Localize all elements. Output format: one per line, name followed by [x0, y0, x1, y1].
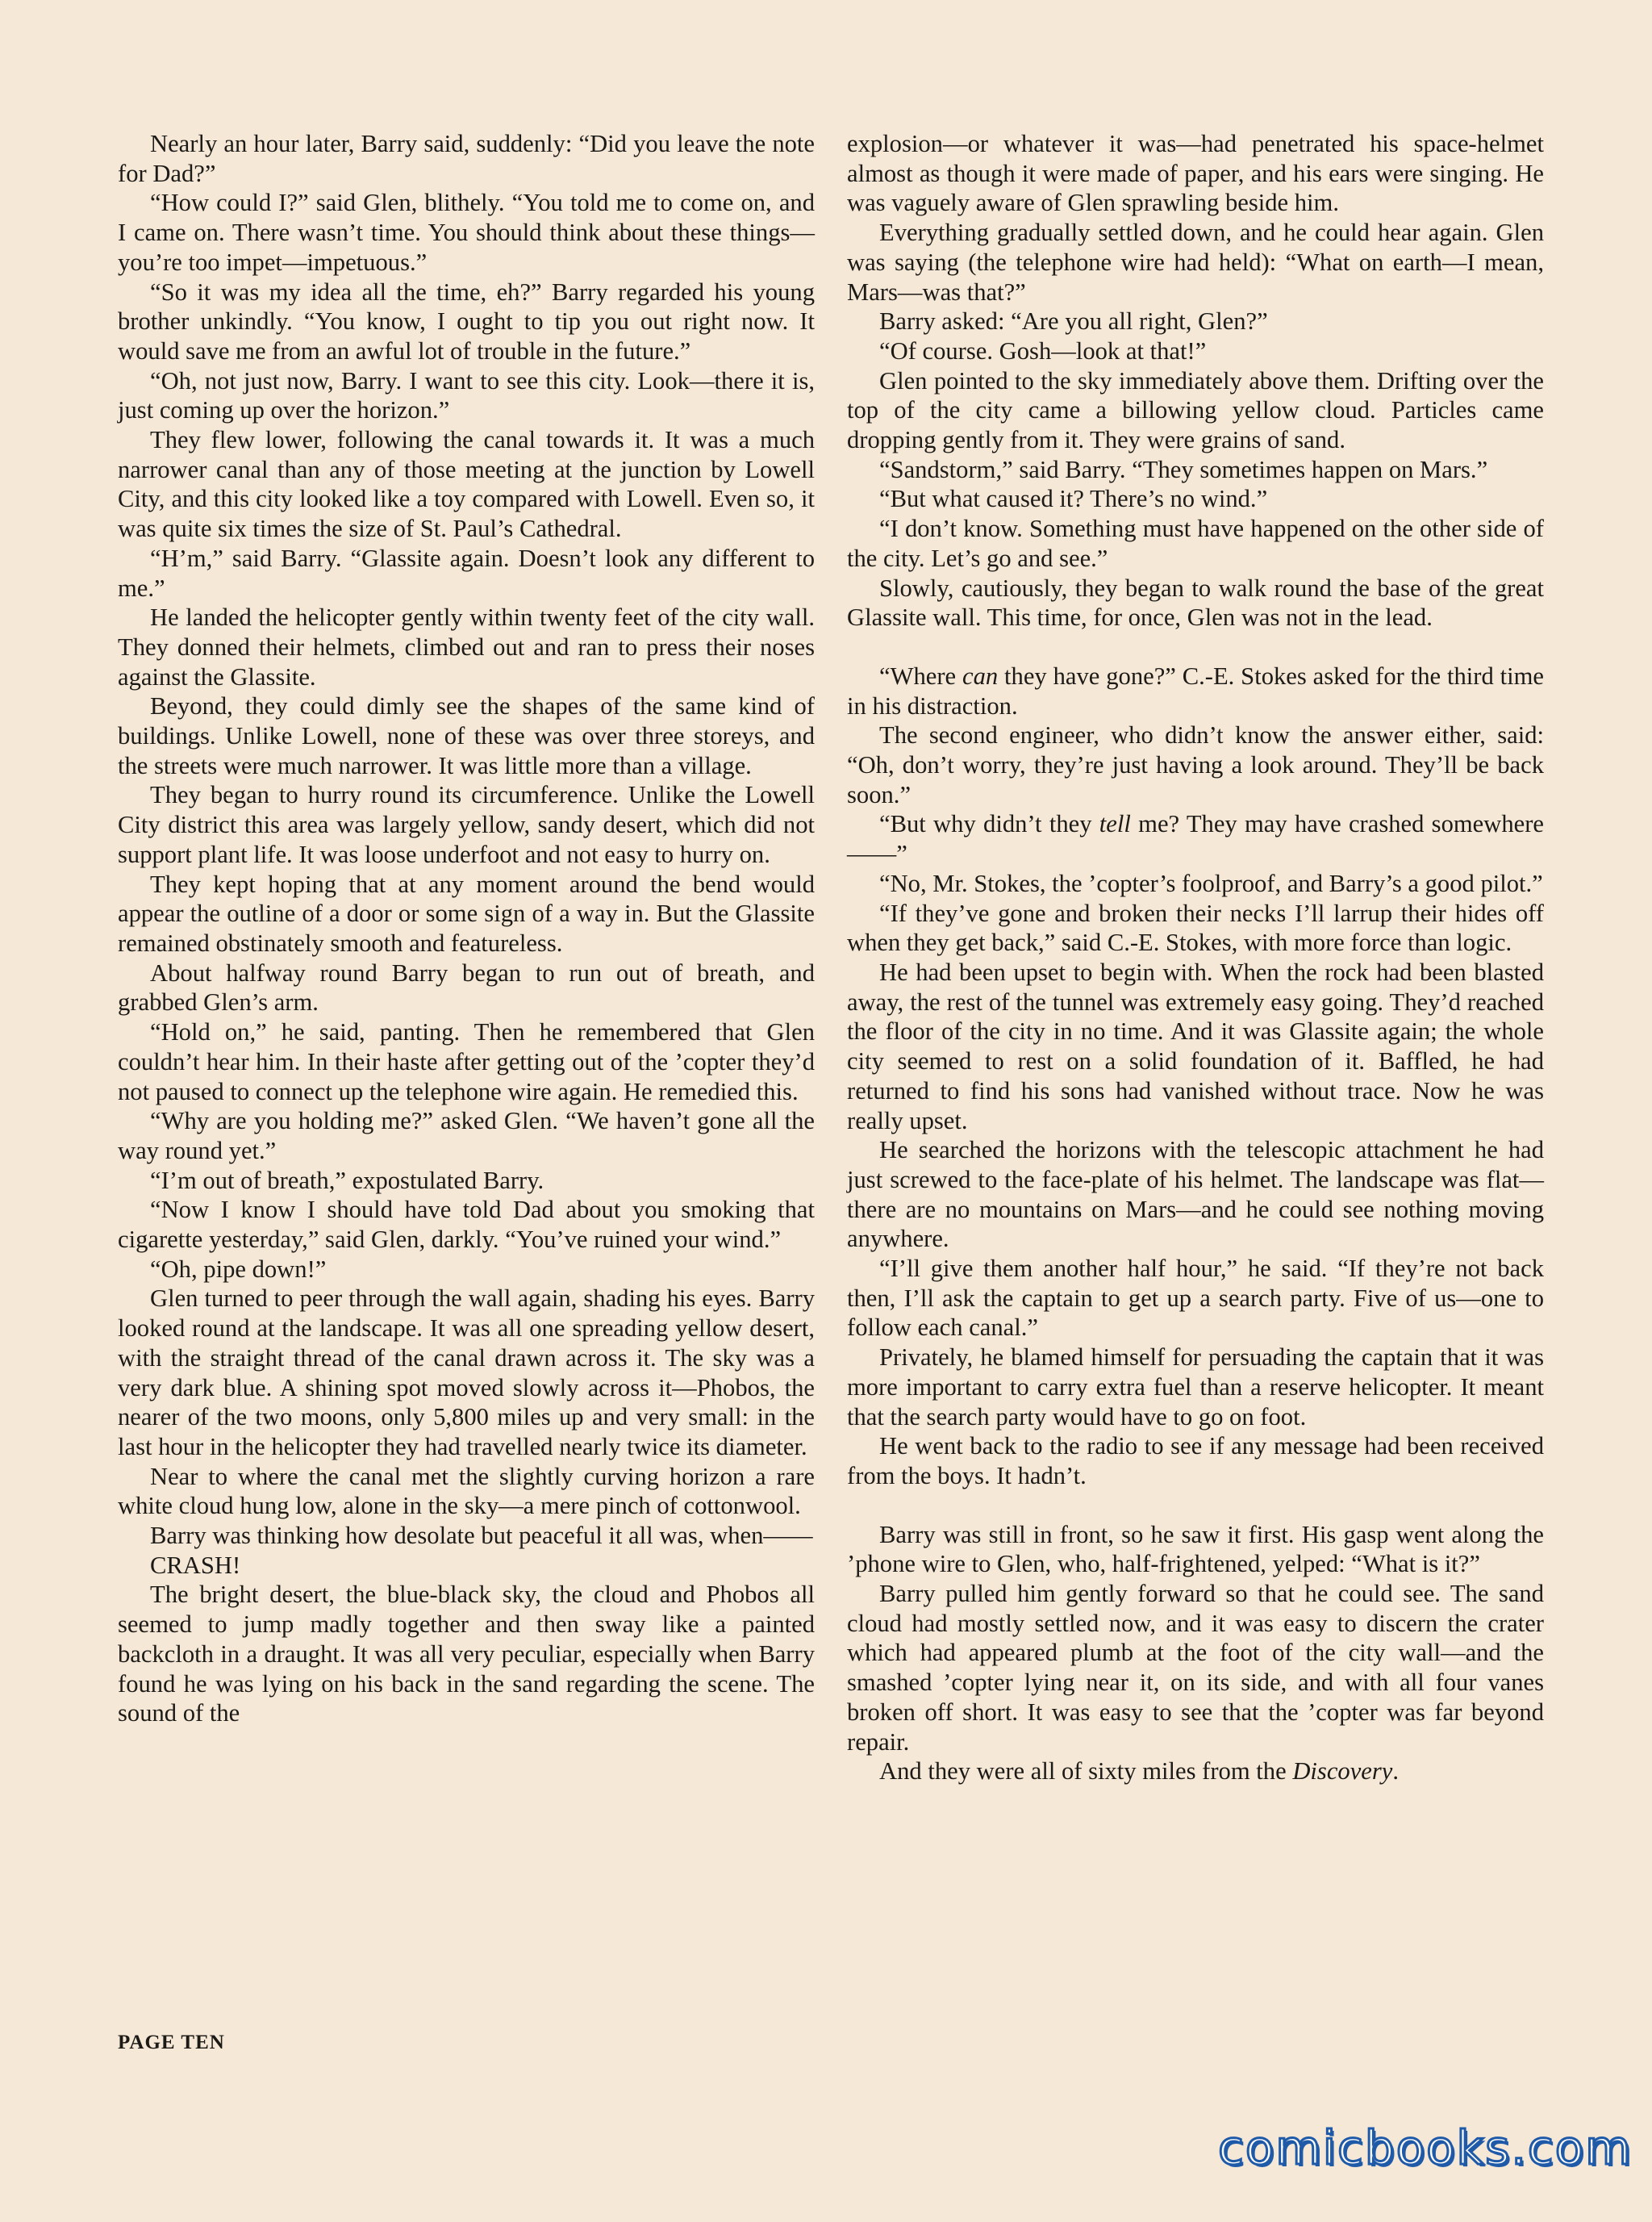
paragraph	[847, 662, 1544, 720]
paragraph: “I don’t know. Something must have happened on the other side of the city. Let’s go and see.”	[847, 515, 1544, 572]
italic-text: can	[962, 662, 999, 690]
paragraph: “Sandstorm,” said Barry. “They sometimes happen on Mars.”	[879, 455, 1488, 483]
text-run: “Where	[879, 662, 962, 690]
section-break	[847, 633, 1544, 662]
paragraph: “No, Mr. Stokes, the ’copter’s foolproof, and Barry’s a good pilot.”	[879, 869, 1543, 897]
paragraph: Slowly, cautiously, they began to walk round the base of the great Glassite wall. This time, for once, Glen was not in the lead.	[847, 574, 1544, 632]
paragraph: CRASH!	[150, 1551, 241, 1579]
paragraph: About halfway round Barry began to run out of breath, and grabbed Glen’s arm.	[118, 959, 815, 1017]
text-run: “But why didn’t they	[879, 810, 1099, 838]
text-run: And they were all of sixty miles from the	[879, 1757, 1293, 1786]
paragraph: He went back to the radio to see if any message had been received from the boys. It hadn’t.	[847, 1432, 1544, 1489]
right-text-column	[847, 129, 1544, 1786]
paragraph: They began to hurry round its circumference. Unlike the Lowell City district this area was largely yellow, sandy desert, which did not support plant life. It was loose underfoot and not easy to hurry on.	[118, 781, 815, 868]
paragraph	[847, 809, 1544, 868]
paragraph: He landed the helicopter gently within twenty feet of the city wall. They donned their helmets, climbed out and ran to press their noses against the Glassite.	[118, 604, 815, 691]
paragraph: “I’m out of breath,” expostulated Barry.	[150, 1166, 544, 1194]
paragraph: Glen pointed to the sky immediately above them. Drifting over the top of the city came a billowing yellow cloud. Particles came dropping gently from it. They were grains of sand.	[847, 366, 1544, 454]
paragraph: Barry asked: “Are you all right, Glen?”	[879, 307, 1268, 336]
paragraph: The bright desert, the blue-black sky, the cloud and Phobos all seemed to jump madly together and then sway like a painted backcloth in a draught. It was all very peculiar, especially when Barry found he was lying on his back in the sand regarding the scene. The sound of the	[118, 1581, 815, 1727]
left-text-column	[118, 129, 815, 1728]
paragraph: “Why are you holding me?” asked Glen. “We haven’t gone all the way round yet.”	[118, 1107, 815, 1164]
paragraph: “Oh, pipe down!”	[150, 1255, 327, 1283]
section-break	[847, 1491, 1544, 1520]
paragraph: Nearly an hour later, Barry said, suddenly: “Did you leave the note for Dad?”	[118, 130, 815, 187]
text-run: .	[1392, 1757, 1400, 1786]
paragraph: “H’m,” said Barry. “Glassite again. Doesn’t look any different to me.”	[118, 544, 815, 602]
paragraph: Glen turned to peer through the wall again, shading his eyes. Barry looked round at the landscape. It was all one spreading yellow desert, with the straight thread of the canal drawn across it. The sky was a very dark blue. A shining spot moved slowly across it—Phobos, the nearer of the two moons, only 5,800 miles up and very small: in the last hour in the helicopter they had travelled nearly twice its diameter.	[118, 1284, 815, 1460]
paragraph	[847, 1756, 1544, 1786]
paragraph: “How could I?” said Glen, blithely. “You told me to come on, and I came on. There wasn’t time. You should think about these things—you’re too impet—impetuous.”	[118, 189, 815, 276]
paragraph: Privately, he blamed himself for persuading the captain that it was more important to carry extra fuel than a reserve helicopter. It meant that the search party would have to go on foot.	[847, 1343, 1544, 1431]
paragraph: The second engineer, who didn’t know the answer either, said: “Oh, don’t worry, they’re just having a look around. They’ll be back soon.”	[847, 721, 1544, 808]
paragraph: He had been upset to begin with. When the rock had been blasted away, the rest of the tunnel was extremely easy going. They’d reached the floor of the city in no time. And it was Glassite again; the whole city seemed to rest on a solid foundation of it. Baffled, he had returned to find his sons had vanished without trace. Now he was really upset.	[847, 958, 1544, 1134]
paragraph: Everything gradually settled down, and he could hear again. Glen was saying (the telephone wire had held): “What on earth—I mean, Mars—was that?”	[847, 219, 1544, 306]
paragraph: Near to where the canal met the slightly curving horizon a rare white cloud hung low, alone in the sky—a mere pinch of cottonwool.	[118, 1462, 815, 1520]
paragraph: Beyond, they could dimly see the shapes of the same kind of buildings. Unlike Lowell, none of these was over three storeys, and the streets were much narrower. It was little more than a village.	[118, 692, 815, 779]
paragraph: Barry pulled him gently forward so that he could see. The sand cloud had mostly settled now, and it was easy to discern the crater which had appeared plumb at the foot of the city wall—and the smashed ’copter lying near it, on its side, and with all four vanes broken off short. It was easy to see that the ’copter was far beyond repair.	[847, 1580, 1544, 1756]
paragraph: They flew lower, following the canal towards it. It was a much narrower canal than any of those meeting at the junction by Lowell City, and this city looked like a toy compared with Lowell. Even so, it was quite six times the size of St. Paul’s Cathedral.	[118, 426, 815, 543]
paragraph: “I’ll give them another half hour,” he said. “If they’re not back then, I’ll ask the captain to get up a search party. Five of us—one to follow each canal.”	[847, 1255, 1544, 1342]
paragraph: “Now I know I should have told Dad about you smoking that cigarette yesterday,” said Glen, darkly. “You’ve ruined your wind.”	[118, 1196, 815, 1254]
paragraph: “So it was my idea all the time, eh?” Barry regarded his young brother unkindly. “You know, I ought to tip you out right now. It would save me from an awful lot of trouble in the future.”	[118, 278, 815, 365]
paragraph: “Of course. Gosh—look at that!”	[879, 336, 1207, 365]
paragraph: explosion—or whatever it was—had penetrated his space-helmet almost as though it were made of paper, and his ears were singing. He was vaguely aware of Glen sprawling beside him.	[847, 130, 1544, 217]
paragraph: Barry was thinking how desolate but peaceful it all was, when——	[150, 1522, 813, 1550]
paragraph: “If they’ve gone and broken their necks I’ll larrup their hides off when they get back,” said C.-E. Stokes, with more force than logic.	[847, 899, 1544, 957]
paragraph: “But what caused it? There’s no wind.”	[879, 485, 1268, 513]
text-run: they have gone?” C.-E. Stokes asked for the third time in his distraction.	[847, 662, 1545, 720]
paragraph: He searched the horizons with the telescopic attachment he had just screwed to the face-plate of his helmet. The landscape was flat—there are no mountains on Mars—and he could see nothing moving anywhere.	[847, 1136, 1544, 1253]
watermark-logo: comicbooks.com	[1218, 2120, 1633, 2175]
italic-text: Discovery	[1292, 1757, 1393, 1786]
italic-text: tell	[1099, 810, 1131, 838]
paragraph: “Hold on,” he said, panting. Then he remembered that Glen couldn’t hear him. In their haste after getting out of the ’copter they’d not paused to connect up the telephone wire again. He remedied this.	[118, 1018, 815, 1105]
paragraph: Barry was still in front, so he saw it first. His gasp went along the ’phone wire to Glen, who, half-frightened, yelped: “What is it?”	[847, 1520, 1544, 1578]
text-run: me? They may have crashed somewhere——”	[847, 810, 1544, 868]
paragraph: They kept hoping that at any moment around the bend would appear the outline of a door or some sign of a way in. But the Glassite remained obstinately smooth and featureless.	[118, 870, 815, 957]
paragraph: “Oh, not just now, Barry. I want to see this city. Look—there it is, just coming up over the horizon.”	[118, 366, 815, 424]
page-folio: PAGE TEN	[118, 2032, 225, 2053]
